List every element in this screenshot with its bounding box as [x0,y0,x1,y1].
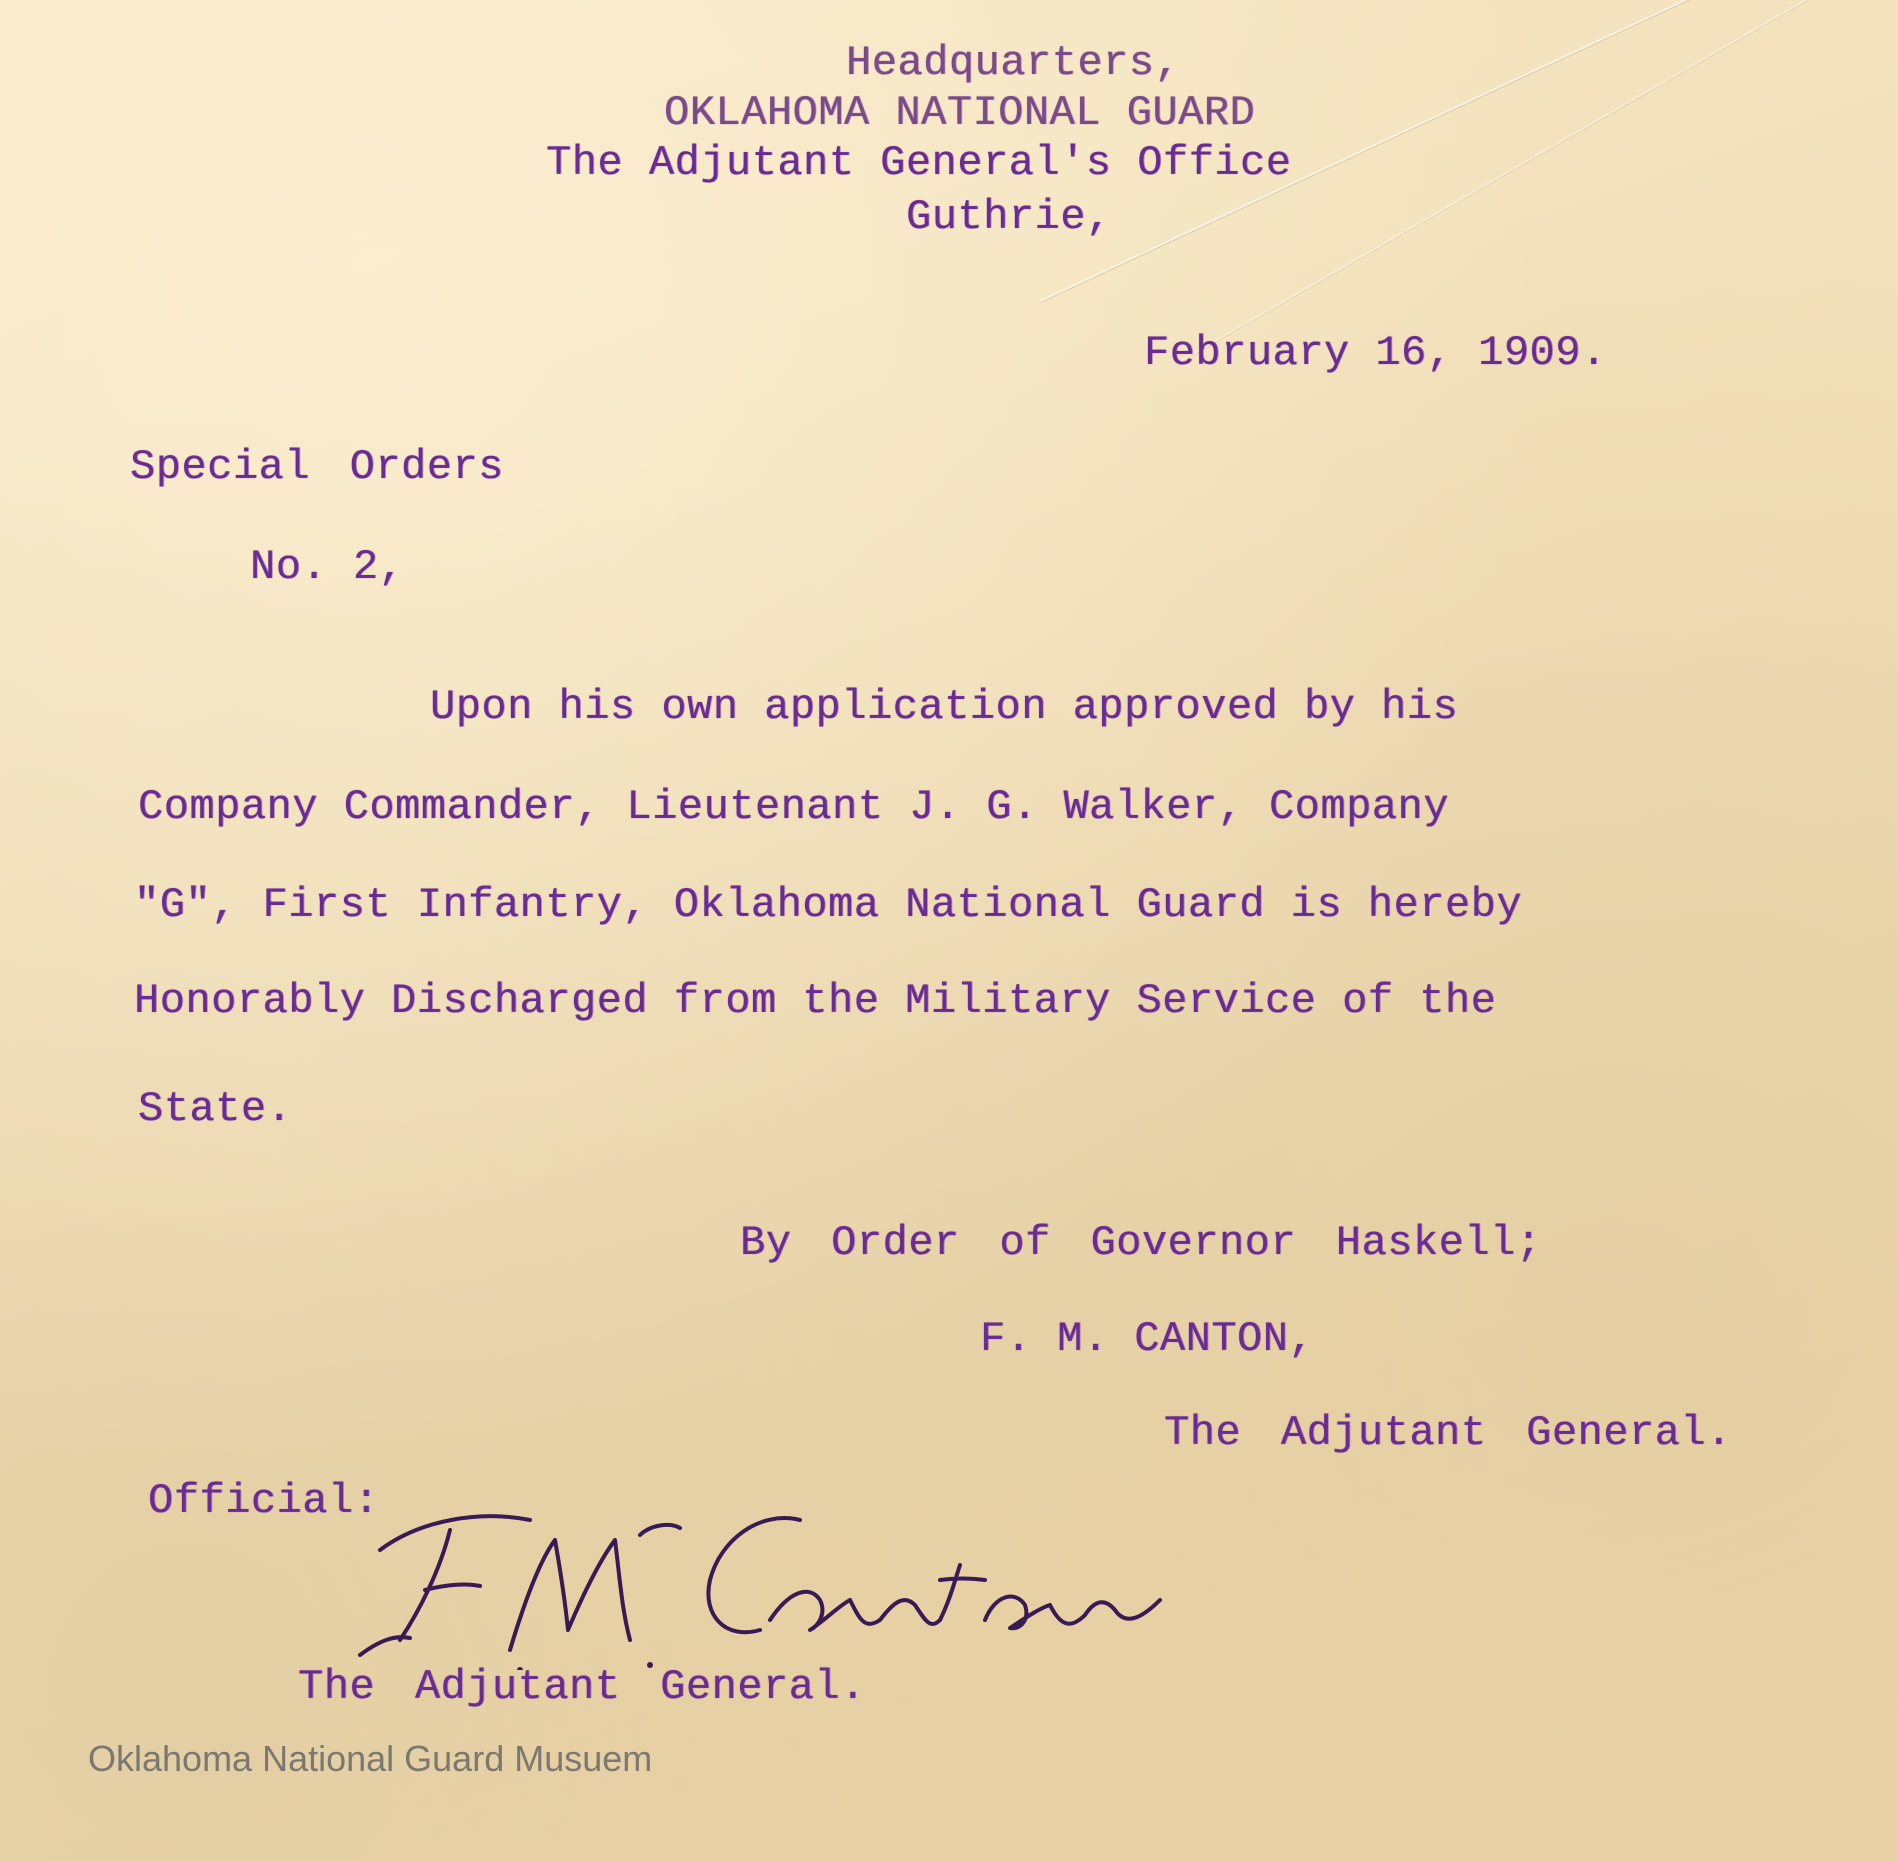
letterhead-city: Guthrie, [906,193,1112,241]
official-title: The Adjutant General. [298,1663,866,1711]
body-line-4: Honorably Discharged from the Military Service of the [134,977,1497,1025]
body-line-5: State. [138,1085,293,1133]
handwritten-signature [340,1480,1280,1670]
orders-title: Special Orders [130,443,504,491]
body-line-2: Company Commander, Lieutenant J. G. Walker, Company [138,783,1449,831]
body-line-1: Upon his own application approved by his [430,683,1459,731]
letterhead-organization: OKLAHOMA NATIONAL GUARD [664,89,1256,137]
orders-number: No. 2, [250,543,405,591]
document-date: February 16, 1909. [1144,329,1607,377]
closing-name: F. M. CANTON, [980,1315,1315,1363]
letterhead-headquarters: Headquarters, [846,39,1181,87]
closing-authority: By Order of Governor Haskell; [740,1219,1542,1267]
body-line-3: "G", First Infantry, Oklahoma National Guard is hereby [134,881,1523,929]
official-label: Official: [148,1477,380,1525]
museum-watermark: Oklahoma National Guard Musuem [88,1738,653,1779]
letterhead-office: The Adjutant General's Office [546,139,1292,187]
closing-title: The Adjutant General. [1164,1409,1732,1457]
